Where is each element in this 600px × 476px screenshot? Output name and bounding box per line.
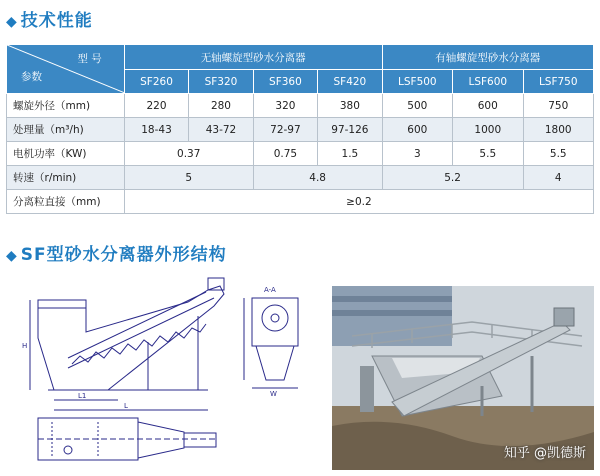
- section-title-structure: [6, 240, 227, 265]
- table-cell: 18-43: [124, 118, 188, 142]
- section-title-text: SF型砂水分离器外形结构: [20, 245, 227, 265]
- table-cell: 43-72: [189, 118, 253, 142]
- row-label: 电机功率（KW): [7, 142, 125, 166]
- model-header: LSF500: [382, 70, 452, 94]
- dim-label: H: [22, 342, 28, 350]
- table-cell: 600: [382, 118, 452, 142]
- table-cell: 600: [453, 94, 523, 118]
- table-cell: 220: [124, 94, 188, 118]
- photo-pipe: [360, 366, 374, 412]
- table-cell: ≥0.2: [124, 190, 593, 214]
- row-label: 处理量（m³/h): [7, 118, 125, 142]
- photo-building-band: [332, 296, 452, 302]
- table-cell: 97-126: [318, 118, 382, 142]
- row-label: 螺旋外径（mm): [7, 94, 125, 118]
- table-cell: 320: [253, 94, 317, 118]
- engineering-drawing: [8, 272, 320, 472]
- photo-motor: [554, 308, 574, 326]
- group-header-shaftless: 无轴螺旋型砂水分离器: [124, 45, 382, 70]
- table-cell: 5: [124, 166, 253, 190]
- plan-view-taper: [138, 422, 184, 458]
- table-cell: 5.2: [382, 166, 523, 190]
- table-cell: 500: [382, 94, 452, 118]
- model-header: SF260: [124, 70, 188, 94]
- table-cell: 1000: [453, 118, 523, 142]
- table-cell: 1800: [523, 118, 594, 142]
- end-view-hopper: [256, 346, 294, 380]
- table-cell: 5.5: [523, 142, 594, 166]
- section-title-text: 技术性能: [20, 11, 93, 31]
- table-cell: 0.75: [253, 142, 317, 166]
- table-cell: 380: [318, 94, 382, 118]
- model-header: SF320: [189, 70, 253, 94]
- table-cell: 280: [189, 94, 253, 118]
- corner-header: [7, 45, 125, 94]
- dim-label: L: [124, 402, 128, 410]
- table-cell: 4.8: [253, 166, 382, 190]
- table-cell: 3: [382, 142, 452, 166]
- end-view-shaft-circle: [271, 314, 279, 322]
- plan-view-outlet: [184, 433, 216, 447]
- table-cell: 1.5: [318, 142, 382, 166]
- dim-label: A-A: [264, 286, 276, 294]
- corner-param-label: 参数: [21, 71, 42, 83]
- watermark: 知乎 @凯德斯: [503, 446, 586, 461]
- model-header: LSF750: [523, 70, 594, 94]
- dim-label: W: [270, 390, 277, 398]
- diamond-bullet-icon: ◆: [6, 248, 18, 264]
- row-label: 分离粒直接（mm): [7, 190, 125, 214]
- row-label: 转速（r/min): [7, 166, 125, 190]
- diamond-bullet-icon: ◆: [6, 14, 18, 30]
- table-cell: 5.5: [453, 142, 523, 166]
- model-header: SF360: [253, 70, 317, 94]
- corner-model-label: 型 号: [77, 53, 102, 65]
- table-cell: 750: [523, 94, 594, 118]
- table-cell: 4: [523, 166, 594, 190]
- end-view-spiral-circle: [262, 305, 288, 331]
- table-cell: 72-97: [253, 118, 317, 142]
- section-title-performance: [6, 6, 93, 31]
- conveyor-lower-edge: [68, 298, 214, 368]
- dim-label: L1: [78, 392, 87, 400]
- photo-building-band: [332, 310, 452, 316]
- spec-table: [6, 44, 594, 214]
- model-header: SF420: [318, 70, 382, 94]
- model-header: LSF600: [453, 70, 523, 94]
- group-header-shafted: 有轴螺旋型砂水分离器: [382, 45, 593, 70]
- plan-view-drain: [64, 446, 72, 454]
- table-cell: 0.37: [124, 142, 253, 166]
